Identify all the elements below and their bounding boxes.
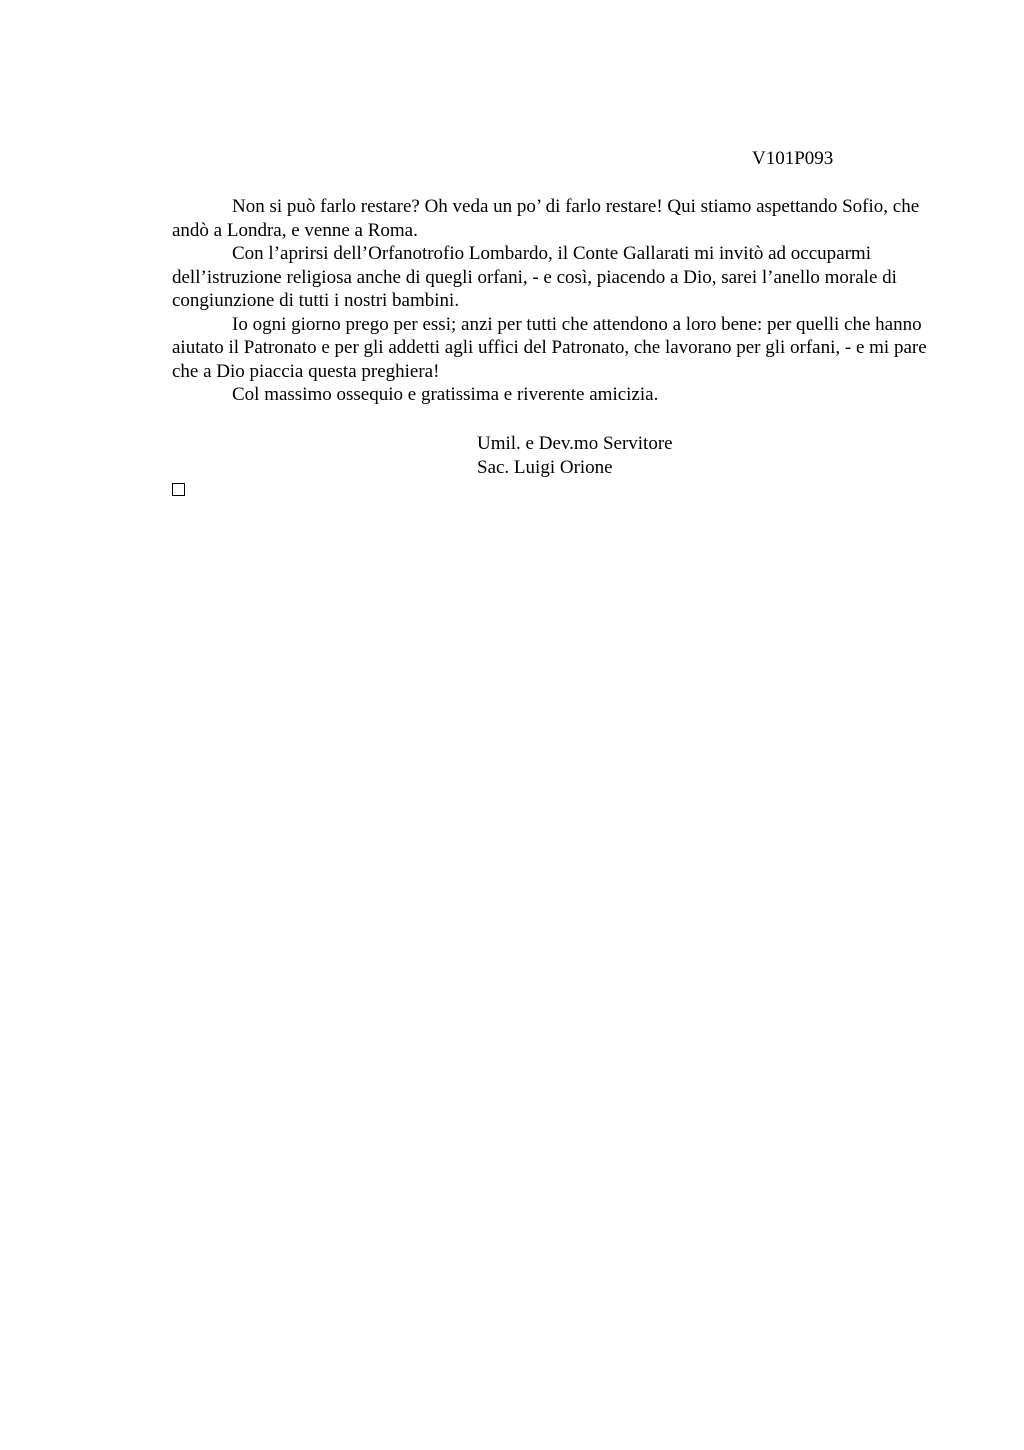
empty-square-icon — [172, 483, 185, 496]
letter-body — [172, 195, 932, 407]
closing-salutation: Umil. e Dev.mo Servitore — [477, 433, 673, 454]
paragraph-1: Non si può farlo restare? Oh veda un po’ di farlo restare! Qui stiamo aspettando Sofio, che andò a Londra, e venne a Roma. — [172, 196, 920, 241]
signature-block — [477, 432, 673, 480]
page-code: V101P093 — [752, 148, 834, 169]
paragraph-4: Col massimo ossequio e gratissima e riverente amicizia. — [232, 384, 659, 405]
signer-name: Sac. Luigi Orione — [477, 457, 613, 478]
paragraph-2: Con l’aprirsi dell’Orfanotrofio Lombardo, il Conte Gallarati mi invitò ad occuparmi dell’istruzione religiosa anche di quegli orfani, - e così, piacendo a Dio, sarei l’anello morale di congiunzione di tutti i nostri bambini. — [172, 243, 897, 311]
paragraph-3: Io ogni giorno prego per essi; anzi per tutti che attendono a loro bene: per quelli che hanno aiutato il Patronato e per gli addetti agli uffici del Patronato, che lavorano per gli orfani, - e mi pare che a Dio piaccia questa preghiera! — [172, 313, 927, 382]
